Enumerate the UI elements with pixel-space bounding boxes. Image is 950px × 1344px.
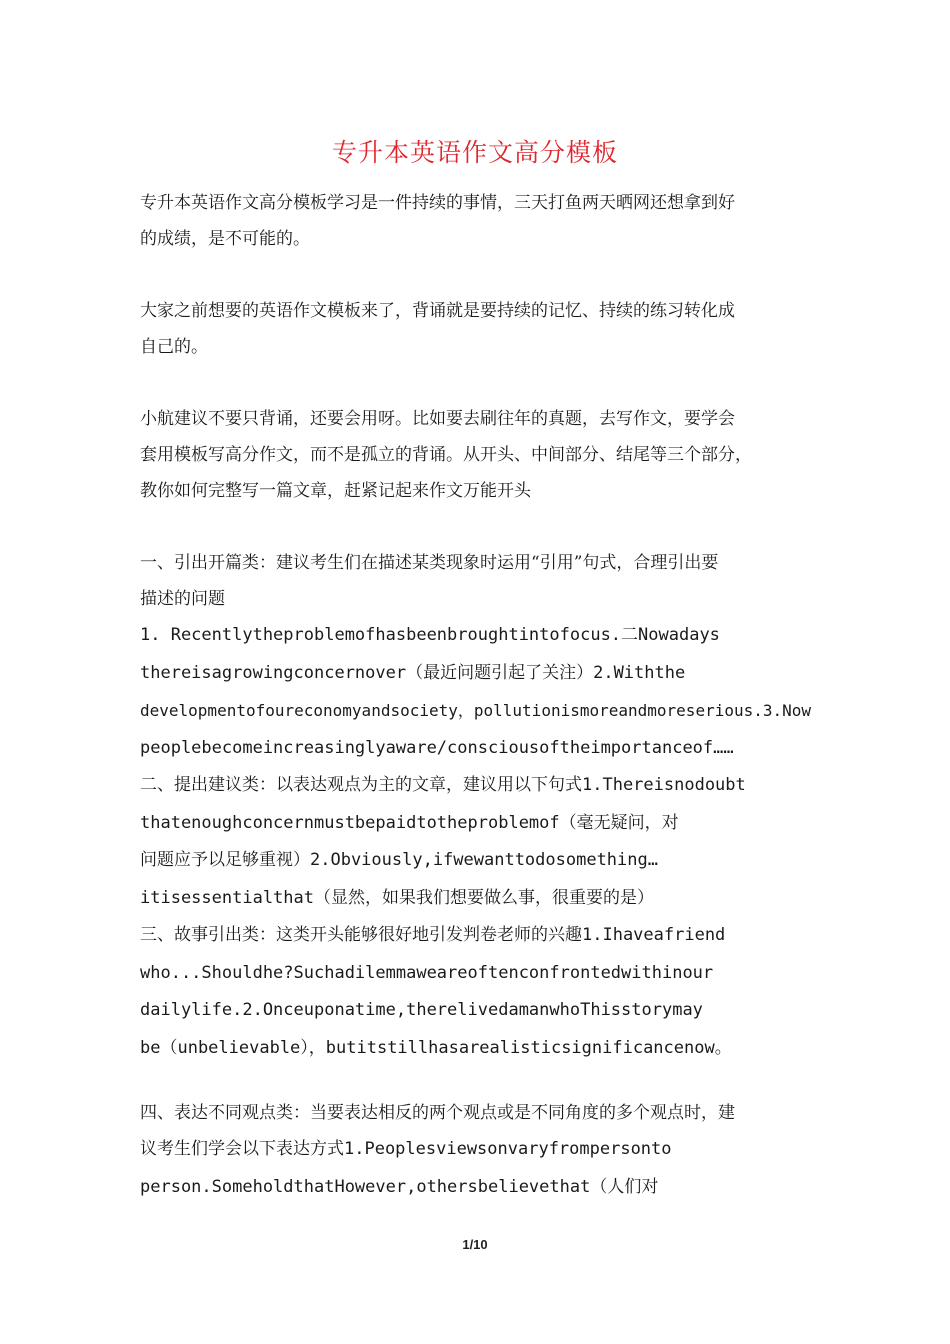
section-3: [140, 917, 820, 1067]
intro-paragraph-1: [140, 185, 820, 257]
section-4: [140, 1095, 820, 1206]
section-2: [140, 767, 820, 917]
paragraph-spacer: [140, 365, 820, 401]
paragraph-spacer: [140, 257, 820, 293]
template-line: 1. Recentlytheproblemofhasbeenbroughtintofocus.二Nowadays: [140, 625, 720, 645]
paragraph-spacer: [140, 1067, 820, 1095]
template-line: 问题应予以足够重视）2.Obviously,ifwewanttodosomething…: [140, 850, 658, 870]
template-line: person.SomeholdthatHowever,othersbelievethat（人们对: [140, 1176, 659, 1197]
section-heading-line: 四、表达不同观点类：当要表达相反的两个观点或是不同角度的多个观点时，建: [140, 1103, 735, 1123]
template-line: peoplebecomeincreasinglyaware/consciousoftheimportanceof……: [140, 737, 734, 758]
intro-paragraph-2: [140, 293, 820, 365]
text-line: 小航建议不要只背诵，还要会用呀。比如要去刷往年的真题，去写作文，要学会: [140, 409, 735, 429]
text-line: 大家之前想要的英语作文模板来了，背诵就是要持续的记忆、持续的练习转化成: [140, 301, 735, 321]
text-line: 套用模板写高分作文，而不是孤立的背诵。从开头、中间部分、结尾等三个部分，: [140, 445, 752, 465]
text-line: 专升本英语作文高分模板学习是一件持续的事情，三天打鱼两天晒网还想拿到好: [140, 193, 735, 213]
text-line: 自己的。: [140, 337, 208, 357]
text-line: 的成绩，是不可能的。: [140, 229, 310, 249]
document-title: 专升本英语作文高分模板: [331, 138, 618, 167]
template-line: dailylife.2.Onceuponatime,therelivedamanwhoThisstorymay: [140, 1000, 703, 1020]
template-line: who...Shouldhe?Suchadilemmaweareoftenconfrontedwithinour: [140, 962, 714, 983]
template-line: 议考生们学会以下表达方式1.Peoplesviewsonvaryfrompersonto: [140, 1139, 672, 1159]
template-line: 三、故事引出类：这类开头能够很好地引发判卷老师的兴趣1.Ihaveafriend: [140, 925, 726, 945]
section-1: [140, 545, 820, 767]
template-line: thereisagrowingconcernover（最近问题引起了关注）2.Withthe: [140, 662, 686, 683]
template-line: developmentofoureconomyandsociety，pollutionismoreandmoreserious.3.Now: [140, 701, 812, 720]
document-body: [140, 185, 820, 1206]
text-line: 教你如何完整写一篇文章，赶紧记起来作文万能开头: [140, 481, 531, 501]
page-number: 1/10: [462, 1237, 488, 1252]
intro-paragraph-3: [140, 401, 820, 509]
template-line: itisessentialthat（显然，如果我们想要做么事，很重要的是）: [140, 887, 654, 908]
template-line: thatenoughconcernmustbepaidtotheproblemof（毫无疑问，对: [140, 812, 679, 833]
template-line: 二、提出建议类：以表达观点为主的文章，建议用以下句式1.Thereisnodoubt: [140, 775, 746, 795]
section-heading-line: 描述的问题: [140, 589, 225, 609]
section-heading-line: 一、引出开篇类：建议考生们在描述某类现象时运用“引用”句式，合理引出要: [140, 553, 719, 573]
paragraph-spacer: [140, 509, 820, 545]
template-line: be（unbelievable），butitstillhasarealisticsignificancenow。: [140, 1037, 732, 1058]
